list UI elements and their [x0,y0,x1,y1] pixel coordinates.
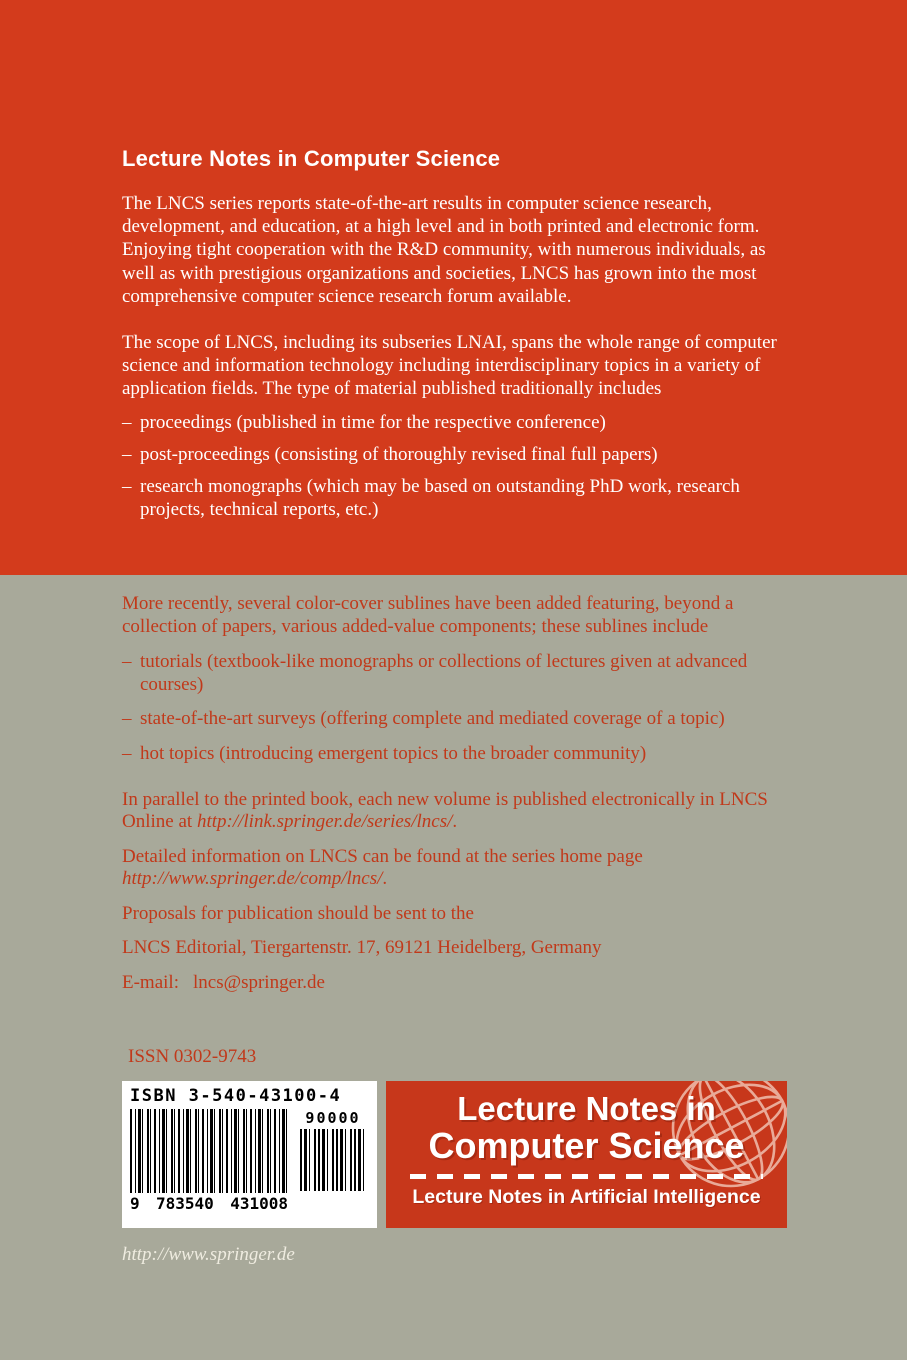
list-item [122,650,790,696]
logo-title-line1: Lecture Notes in [457,1089,716,1127]
issn-line: ISSN 0302-9743 [128,1046,257,1068]
list-item-text: research monographs (which may be based on outstanding PhD work, research projects, technical reports, etc.) [140,476,740,521]
proposals-line: Proposals for publication should be sent to the [122,902,474,924]
online-text: In parallel to the printed book, each new volume is published electronically in LNCS Online at [122,788,768,833]
barcode-bars [130,1109,288,1193]
springer-url-text: http://www.springer.de [122,1243,295,1265]
detail-text: Detailed information on LNCS can be found at the series home page [122,845,643,867]
list-item-text: hot topics (introducing emergent topics to the broader community) [140,742,647,764]
sublines-list [122,650,790,765]
list-item [122,411,790,434]
top-section [0,0,907,575]
dash-marker: – [122,742,132,764]
series-heading: Lecture Notes in Computer Science [122,146,501,171]
list-item [122,707,790,730]
dashed-divider [410,1174,763,1179]
isbn-number: ISBN 3-540-43100-4 [130,1085,342,1106]
barcode-digit-group: 431008 [230,1193,288,1213]
isbn-barcode-panel [122,1081,377,1228]
barcode-addon-bars [300,1129,366,1191]
barcode-digit-group: 783540 [156,1193,214,1213]
barcode-addon [300,1109,366,1191]
barcode-digits [130,1194,288,1213]
list-item-text: state-of-the-art surveys (offering complete and mediated coverage of a topic) [140,708,725,730]
barcode-logo-row [122,1081,787,1228]
logo-title-line2: Computer Science [428,1124,745,1166]
series-description-paragraph: The LNCS series reports state-of-the-art results in computer science research, development, and education, at a high level and in both printed and electronic form. Enjoying tight cooperation with the R&D community, with numerous individuals, as well as with prestigious organizations and societies, LNCS has grown into the most comprehensive computer science research forum available. [122,193,766,307]
period: . [382,868,388,890]
material-types-list [122,411,790,522]
dash-marker: – [122,651,132,672]
list-item [122,742,790,765]
dash-marker: – [122,443,132,465]
barcode-addon-number: 90000 [305,1108,361,1127]
logo-subtitle: Lecture Notes in Artificial Intelligence [412,1185,761,1208]
lncs-logo-panel [386,1081,787,1228]
list-item-text: tutorials (textbook-like monographs or collections of lectures given at advanced courses) [140,651,748,696]
email-address: lncs@springer.de [192,971,325,993]
list-item [122,475,790,521]
barcode-digit-group: 9 [130,1193,140,1213]
editorial-address-line: LNCS Editorial, Tiergartenstr. 17, 69121 Heidelberg, Germany [122,937,602,959]
email-line [122,972,790,995]
bottom-section [0,575,907,1360]
list-item-text: post-proceedings (consisting of thoroughly revised final full papers) [140,443,658,465]
period: . [452,811,458,833]
sublines-paragraph: More recently, several color-cover sublines have been added featuring, beyond a collection of papers, various added-value components; these sublines include [122,593,734,637]
list-item-text: proceedings (published in time for the respective conference) [140,411,606,433]
lncs-online-url: http://link.springer.de/series/lncs/ [196,811,453,833]
dash-marker: – [122,411,132,433]
online-paragraph [122,789,790,834]
springer-url [122,1244,790,1267]
email-label: E-mail: [122,971,179,993]
dash-marker: – [122,708,132,730]
barcode-bars-area [130,1109,369,1213]
barcode-main [130,1109,288,1213]
dash-marker: – [122,476,132,498]
detail-paragraph [122,846,790,891]
list-item [122,443,790,466]
series-homepage-url: http://www.springer.de/comp/lncs/ [122,868,383,890]
scope-paragraph: The scope of LNCS, including its subseries LNAI, spans the whole range of computer science and information technology including interdisciplinary topics in a variety of application fields. The type of material published traditionally includes [122,332,777,400]
